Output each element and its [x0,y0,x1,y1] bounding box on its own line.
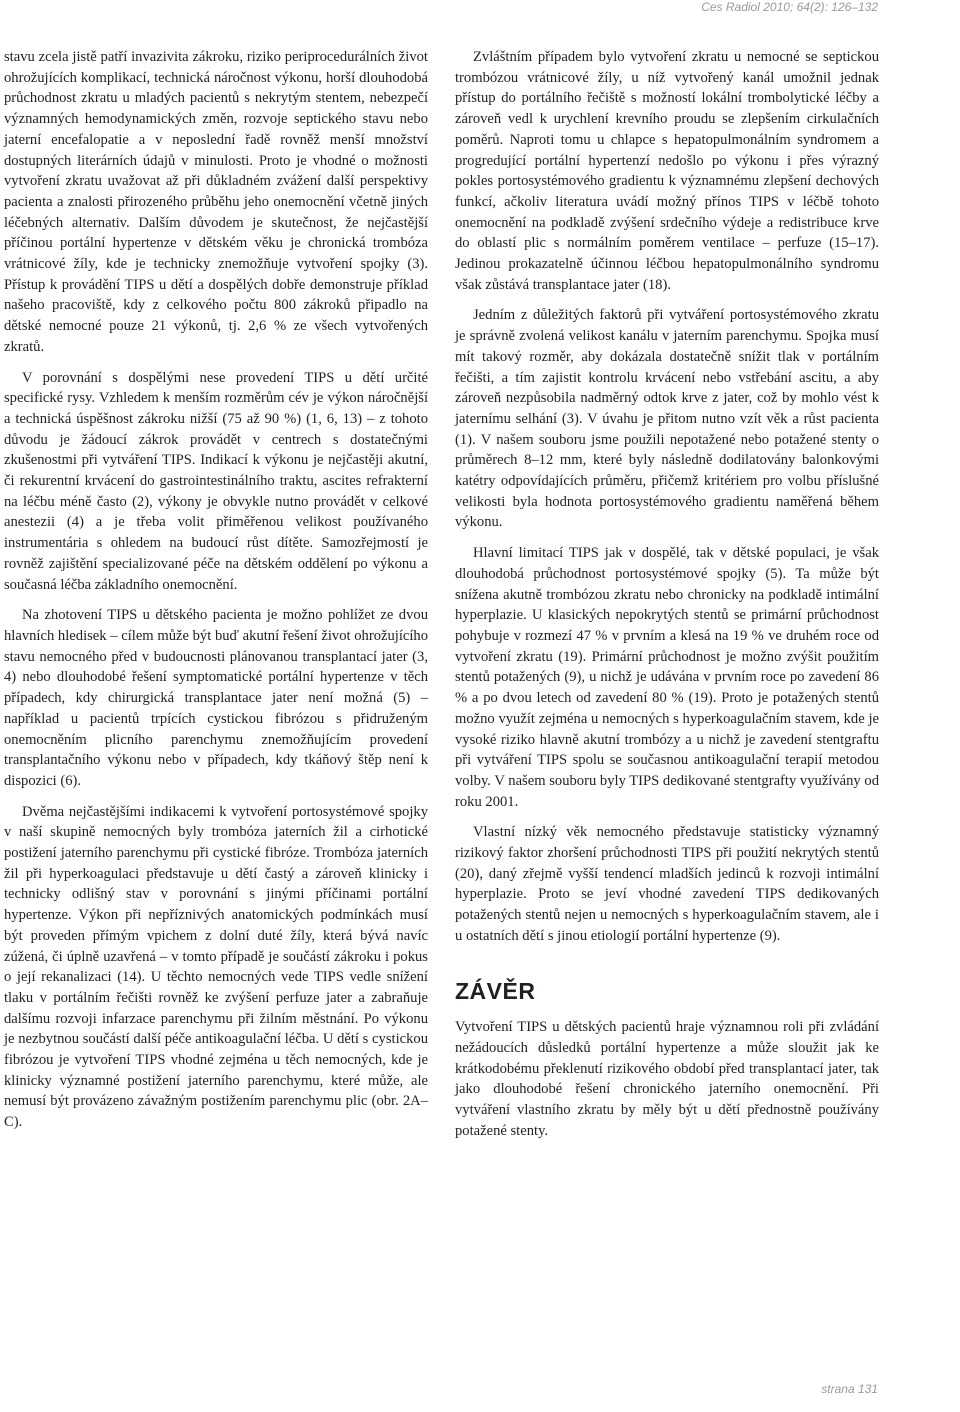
paragraph: Na zhotovení TIPS u dětského pacienta je možno pohlížet ze dvou hlavních hledisek – cílem může být buď akutní řešení život ohrožujícího stavu nemocného před v budoucnosti plánovanou transplantací jater (3, 4) nebo dlouhodobé řešení symptomatické portální hypertenze v těch případech, kdy chirurgická transplantace jater není možná (5) – například u pacientů trpících cystickou fibrózou s přidruženým onemocněním plicního parenchymu znemožňujícím provedení transplantačního výkonu nebo v případech, kdy tkáňový štěp není k dispozici (6). [4,607,428,789]
right-column [455,47,879,1141]
paragraph: V porovnání s dospělými nese provedení TIPS u dětí určité specifické rysy. Vzhledem k menším rozměrům cév je výkon náročnější a technická úspěšnost zákroku nižší (75 až 90 %) (1, 6, 13) – z tohoto důvodu je žádoucí zákrok provádět v centrech s dostatečnými zkušenostmi při vytváření TIPS. Indikací k výkonu je nejčastěji akutní, či rekurentní krvácení do gastrointestinálního traktu, ascites refrakterní na léčbu méně často (2), výkony je obvykle nutno provádět v celkové anestezii (4) a je třeba volit přiměřenou velikost používaného instrumentária s ohledem na budoucí růst dítěte. Samozřejmostí je rovněž zajištění specializované péče na dětském oddělení po výkonu a současná léčba základního onemocnění. [4,369,428,593]
paragraph: Zvláštním případem bylo vytvoření zkratu u nemocné se septickou trombózou vrátnicové žíly, u níž vytvořený kanál umožnil jednak přístup do portálního řečiště s možností lokální trombolytické léčby a zároveň vedl k urychlení krevního proudu se zlepšením cirkulačních poměrů. Naproti tomu u chlapce s hepatopulmonálním syndromem a progredující portální hypertenzí nedošlo po výkonu i přes výrazný pokles portosystémového gradientu k významnému zlepšení dechových funkcí, ačkoliv literatura uvádí možný přínos TIPS v léčbě tohoto onemocnění na podkladě zvýšení srdečního výdeje a redistribuce krve do oblastí plic s normálním poměrem ventilace – perfuze (15–17). Jedinou prokazatelně účinnou léčbou hepatopulmonálního syndromu však zůstává transplantace jater (18). [455,49,879,293]
paragraph: Hlavní limitací TIPS jak v dospělé, tak v dětské populaci, je však dlouhodobá průchodnost portosystémové spojky (5). Ta může být snížena akutně trombózou zkratu nebo chronicky na podkladě intimální hyperplazie. U klasických nepokrytých stentů se primární průchodnost pohybuje v rozmezí 47 % v prvním a klesá na 19 % ve druhém roce od vytvoření zkratu (19). Primární průchodnost je možno zvýšit použitím stentů potažených (9), u nichž je udávána v prvním roce po zavedení 86 % a po dvou letech od zavedení 80 % (19). Proto je potažených stentů možno využít zejména u nemocných s hyperkoagulačním stavem, kde je vysoké riziko hlavně akutní trombózy a u nichž je zavedení stentgraftu při vytváření TIPS spolu se současnou antikoagulační terapií metodou volby. V našem souboru byly TIPS dedikované stentgrafty využívány od roku 2001. [455,545,879,810]
paragraph: Vlastní nízký věk nemocného představuje statisticky významný rizikový faktor zhoršení průchodnosti TIPS při použití nekrytých stentů (20), daný zřejmě vyšší tendencí mladších jedinců k rozvoji intimální hyperplazie. Proto se jeví vhodné zavedení TIPS dedikovaných potažených stentů nejen u nemocných s hyperkoagulačním stavem, ale i u ostatních dětí s jinou etiologií portální hypertenze (9). [455,824,879,944]
left-column [4,47,428,1133]
paragraph: stavu zcela jistě patří invazivita zákroku, riziko periprocedurálních život ohrožujících komplikací, technická náročnost výkonu, horší dlouhodobá průchodnost zkratu u mladých pacientů s nekrytým stentem, nebezpečí významných hemodynamických změn, rozvoje septického stavu nebo jaterní encefalopatie a v neposlední řadě rovněž menší množství dostupných literárních údajů v minulosti. Proto je vhodné o možnosti vytvoření zkratu uvažovat až při důkladném zvážení další perspektivy pacienta a znalosti přirozeného průběhu jeho onemocnění včetně jiných léčebných alternativ. Dalším důvodem je skutečnost, že nejčastější příčinou portální hypertenze v dětském věku je chronická trombóza vrátnicové žíly, kde je technicky znemožňuje vytvoření spojky (3). Přístup k provádění TIPS u dětí a dospělých dobře demonstruje příklad našeho pracoviště, kdy z celkového počtu 800 zákroků připadlo na dětské nemocné pouze 21 výkonů, tj. 2,6 % ze všech vytvořených zkratů. [4,49,428,355]
section-heading-conclusion: ZÁVĚR [455,977,536,1004]
paragraph: Dvěma nejčastějšími indikacemi k vytvoření portosystémové spojky v naší skupině nemocných byly trombóza jaterních žil a cirhotické postižení jaterního parenchymu při cystické fibróze. Trombóza jaterních žil při hyperkoagulaci představuje u dětí častý a zároveň klinicky i technicky odlišný stav v porovnání s jinými příčinami portální hypertenze. Výkon při nepříznivých anatomických podmínkách musí být proveden přímým vpichem z dolní duté žíly, která bývá navíc zúžená, či úplně uzavřená – v tomto případě je součástí zákroku i pokus o její rekanalizaci (14). U těchto nemocných vede TIPS vedle snížení tlaku v portálním řečišti rovněž ke zvýšení perfuze jater a zabraňuje dalšímu rozvoji infarzace parenchymu při žilním městnání. Po výkonu je nezbytnou součástí další péče antikoagulační léčba. U dětí s cystickou fibrózou je vytvoření TIPS vhodné zejména u těch nemocných, kde je klinicky významné postižení jaterního parenchymu, které může, ale nemusí být provázeno závažným postižením parenchymu plic (obr. 2A–C). [4,803,428,1131]
journal-reference: Ces Radiol 2010; 64(2): 126–132 [701,0,878,14]
conclusion-paragraph: Vytvoření TIPS u dětských pacientů hraje významnou roli při zvládání nežádoucích důsledků portální hypertenze a může sloužit jak ke krátkodobému překlenutí rizikového období před transplantací jater, tak jako dlouhodobé řešení chronického jaterního onemocnění. Při vytváření vlastního zkratu by měly být u dětí přednostně používány potažené stenty. [455,1019,879,1139]
paragraph: Jedním z důležitých faktorů při vytváření portosystémového zkratu je správně zvolená velikost kanálu v jaterním parenchymu. Spojka musí mít takový rozměr, aby dokázala dostatečně snížit tlak v portálním řečišti, a tím zajistit kontrolu krvácení nebo vstřebání ascitu, a aby zároveň nezpůsobila nadměrný odtok krve z jater, což by mohlo vést k jaternímu selhání (3). V úvahu je přitom nutno vzít věk a růst pacienta (1). V našem souboru jsme použili nepotažené nebo potažené stenty o průměrech 8–12 mm, které byly následně dodilatovány balonkovými katétry odpovídajících průměru, přičemž kritériem pro volbu příslušné velikosti byla hodnota portosystémového gradientu naměřená během výkonu. [455,307,879,531]
page-number: strana 131 [821,1382,878,1396]
